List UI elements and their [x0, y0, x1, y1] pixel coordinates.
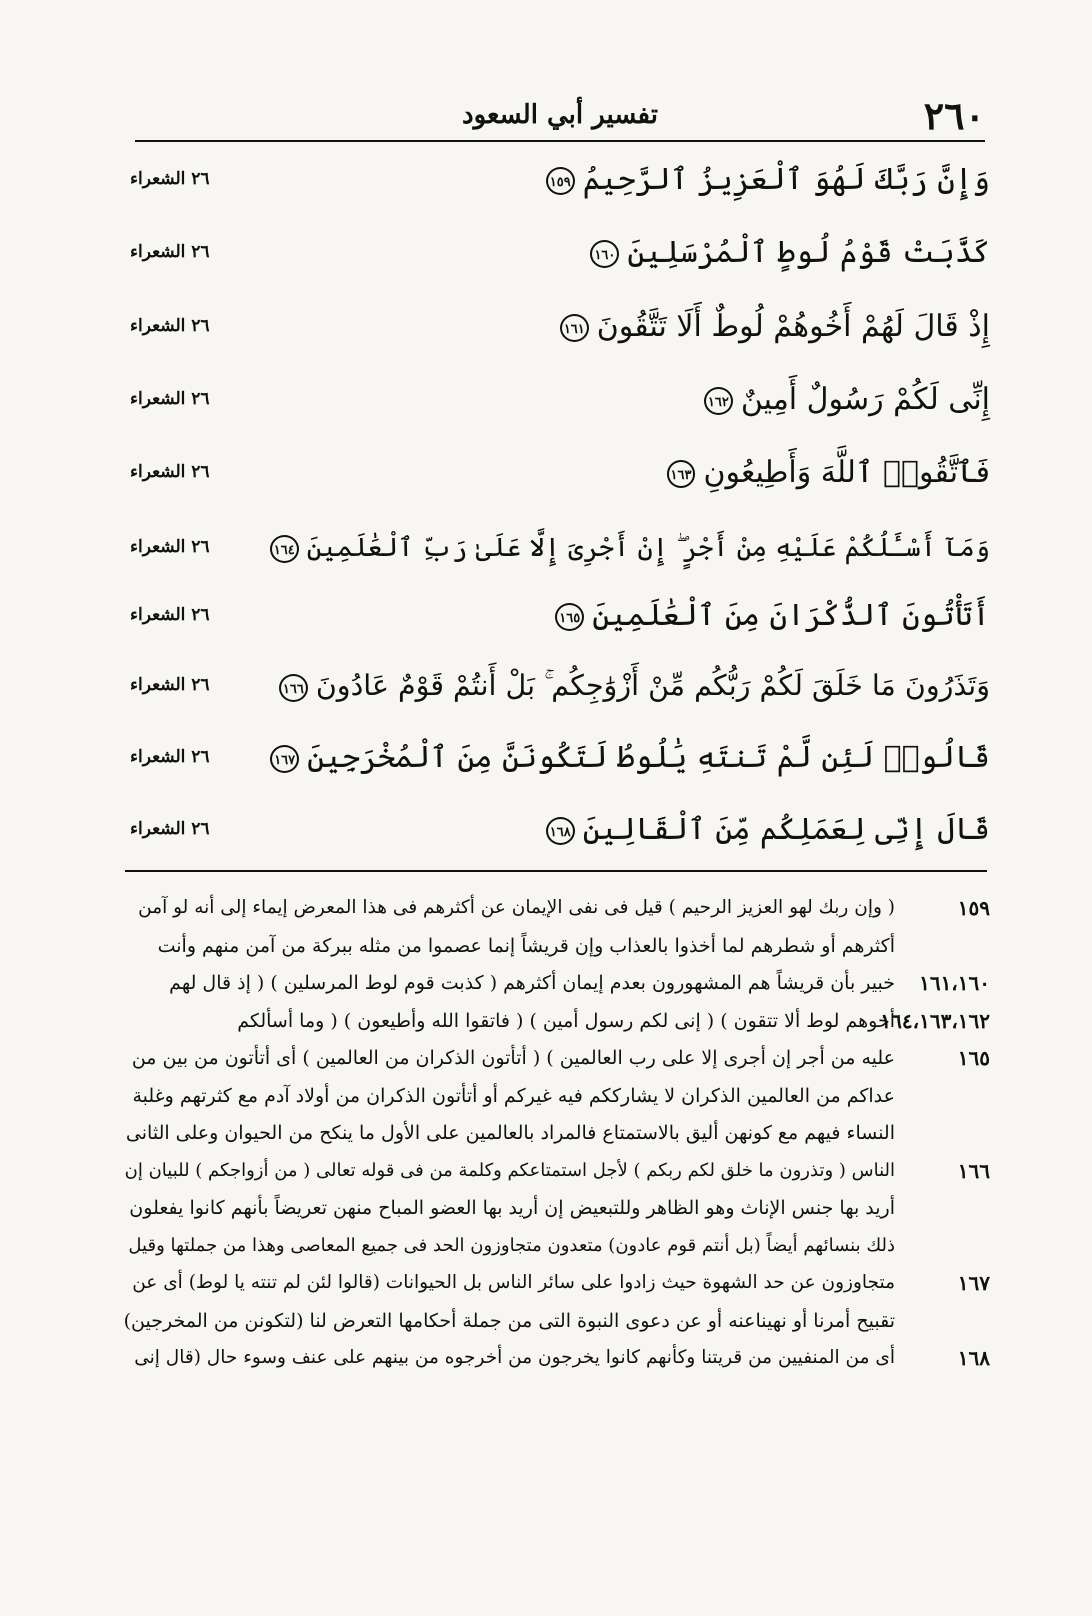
commentary-text: النساء فيهم مع كونهن أليق بالاستمتاع فالمراد بالعالمين على الأول ما ينكح من الحيوان وعلى الثانى — [125, 1122, 895, 1144]
commentary-text: ذلك بنسائهم أيضاً (بل أنتم قوم عادون) متعدون متجاوزون الحد فى جميع المعاصى وهذا من جملتها وقيل — [128, 1234, 895, 1256]
verse-text: إِذْ قَالَ لَهُمْ أَخُوهُمْ لُوطٌ أَلَا تَتَّقُونَ١٦١ — [560, 305, 990, 349]
commentary-verse-numbers: ١٦٦ — [957, 1158, 990, 1183]
header-rule — [135, 140, 985, 142]
verse-row — [130, 297, 990, 357]
commentary-line — [120, 1190, 990, 1228]
commentary-line — [120, 890, 990, 928]
verse-number-marker: ١٦١ — [560, 314, 589, 342]
verse-text: أَتَأْتُونَ ٱلذُّكْرَانَ مِنَ ٱلْعَٰلَمِينَ١٦٥ — [555, 594, 990, 638]
commentary-line — [120, 1040, 990, 1078]
commentary-verse-numbers: ١٦٥ — [957, 1046, 990, 1070]
commentary-line — [120, 1003, 990, 1041]
commentary-text: أريد بها جنس الإناث وهو الظاهر وللتبعيض إن أريد بها العضو المباح منهن تعريضاً بأنهم كانوا يفعلون — [129, 1197, 895, 1219]
verse-row — [130, 800, 990, 860]
running-title: تفسير أبي السعود — [462, 100, 658, 130]
commentary-text: أى من المنفيين من قريتنا وكأنهم كانوا يخرجون من أخرجوه من بينهم على عنف وسوء حال (قال إنى — [134, 1347, 895, 1368]
surah-reference: ٢٦ الشعراء — [130, 242, 210, 262]
commentary-line — [120, 1303, 990, 1341]
section-divider — [125, 870, 987, 872]
surah-reference: ٢٦ الشعراء — [130, 462, 210, 482]
commentary-text: تقبيح أمرنا أو نهيناعنه أو عن دعوى النبوة التى من جملة أحكامها التعرض لنا (لتكونن من المخرجين) — [123, 1309, 895, 1332]
verse-number-marker: ١٦٨ — [546, 817, 575, 845]
verse-number-marker: ١٦٧ — [270, 745, 299, 773]
surah-reference: ٢٦ الشعراء — [130, 819, 210, 839]
commentary-text: عليه من أجر إن أجرى إلا على رب العالمين ) ( أتأتون الذكران من العالمين ) أى أتأتون من بين من — [131, 1047, 895, 1069]
commentary-text: الناس ( وتذرون ما خلق لكم ربكم ) لأجل استمتاعكم وكلمة من فى قوله تعالى ( من أزواجكم ) للبيان إن — [124, 1159, 895, 1181]
commentary-verse-numbers: ١٦١،١٦٠ — [919, 971, 990, 995]
verse-text: وَتَذَرُونَ مَا خَلَقَ لَكُمْ رَبُّكُم مِّنْ أَزْوَٰجِكُم ۚ بَلْ أَنتُمْ قَوْمٌ عَادُونَ١٦٦ — [279, 664, 990, 708]
commentary-line — [120, 965, 990, 1003]
commentary-line — [120, 1078, 990, 1116]
commentary-line — [120, 1115, 990, 1153]
commentary-text: متجاوزون عن حد الشهوة حيث زادوا على سائر الناس بل الحيوانات (قالوا لئن لم تنته يا لوط) أى عن — [132, 1272, 895, 1293]
verse-row — [130, 656, 990, 716]
commentary-text: عداكم من العالمين الذكران لا يشارككم فيه غيركم أو أتأتون الذكران من أولاد آدم مع كثرتهم وغلبة — [132, 1084, 895, 1107]
surah-reference: ٢٦ الشعراء — [130, 675, 210, 695]
commentary-text: خبير بأن قريشاً هم المشهورون بعدم إيمان أكثرهم ( كذبت قوم لوط المرسلين ) ( إذ قال لهم — [169, 972, 895, 994]
commentary-verse-numbers: ١٥٩ — [957, 896, 990, 920]
commentary-line — [120, 928, 990, 966]
page-number: ٢٦٠ — [923, 93, 985, 138]
surah-reference: ٢٦ الشعراء — [130, 389, 210, 409]
verse-text: وَإِنَّ رَبَّكَ لَهُوَ ٱلْعَزِيزُ ٱلرَّحِيمُ١٥٩ — [546, 158, 990, 202]
commentary-text: ( وإن ربك لهو العزيز الرحيم ) قيل فى نفى الإيمان عن أكثرهم فى هذا المعرض إيماء إلى أنه لو آمن — [138, 897, 895, 918]
commentary-verse-numbers: ١٦٧ — [957, 1271, 990, 1295]
verse-text: قَالَ إِنِّى لِعَمَلِكُم مِّنَ ٱلْقَالِينَ١٦٨ — [546, 808, 990, 852]
verse-row — [130, 443, 990, 503]
commentary-line — [120, 1153, 990, 1191]
verse-row — [130, 370, 990, 430]
verse-number-marker: ١٦٣ — [667, 460, 696, 488]
commentary-line — [120, 1265, 990, 1303]
verse-text: قَالُوا۟ لَئِن لَّمْ تَنتَهِ يَٰلُوطُ لَتَكُونَنَّ مِنَ ٱلْمُخْرَجِينَ١٦٧ — [270, 736, 990, 780]
commentary-verse-numbers: ١٦٤،١٦٣،١٦٢ — [880, 1008, 990, 1033]
surah-reference: ٢٦ الشعراء — [130, 747, 210, 767]
commentary-verse-numbers: ١٦٨ — [957, 1346, 990, 1370]
verse-number-marker: ١٥٩ — [546, 167, 575, 195]
page-header — [135, 88, 985, 140]
commentary-block — [120, 890, 990, 1378]
verse-text: كَذَّبَتْ قَوْمُ لُوطٍ ٱلْمُرْسَلِينَ١٦٠ — [590, 231, 990, 275]
commentary-text: أكثرهم أو شطرهم لما أخذوا بالعذاب وإن قريشاً إنما عصموا من مثله ببركة من آمن منهم وأنت — [157, 934, 895, 957]
verse-number-marker: ١٦٥ — [555, 603, 584, 631]
verse-number-marker: ١٦٤ — [270, 535, 299, 563]
surah-reference: ٢٦ الشعراء — [130, 316, 210, 336]
verse-text: فَٱتَّقُوا۟ ٱللَّهَ وَأَطِيعُونِ١٦٣ — [667, 451, 990, 495]
verse-number-marker: ١٦٢ — [704, 387, 733, 415]
verse-row — [130, 728, 990, 788]
verse-row — [130, 150, 990, 210]
surah-reference: ٢٦ الشعراء — [130, 605, 210, 625]
verse-number-marker: ١٦٦ — [279, 674, 308, 702]
commentary-text: أخوهم لوط ألا تتقون ) ( إنى لكم رسول أمين ) ( فاتقوا الله وأطيعون ) ( وما أسألكم — [237, 1009, 895, 1032]
verse-row — [130, 586, 990, 646]
verse-text: وَمَآ أَسْـَٔلُكُمْ عَلَيْهِ مِنْ أَجْرٍ ۖ إِنْ أَجْرِىَ إِلَّا عَلَىٰ رَبِّ ٱلْعَٰلَمِينَ١٦٤ — [270, 526, 990, 570]
surah-reference: ٢٦ الشعراء — [130, 537, 210, 557]
commentary-line — [120, 1340, 990, 1378]
surah-reference: ٢٦ الشعراء — [130, 169, 210, 189]
verse-row — [130, 223, 990, 283]
verse-number-marker: ١٦٠ — [590, 240, 619, 268]
verse-text: إِنِّى لَكُمْ رَسُولٌ أَمِينٌ١٦٢ — [704, 378, 990, 422]
verse-row — [130, 518, 990, 578]
commentary-line — [120, 1228, 990, 1266]
